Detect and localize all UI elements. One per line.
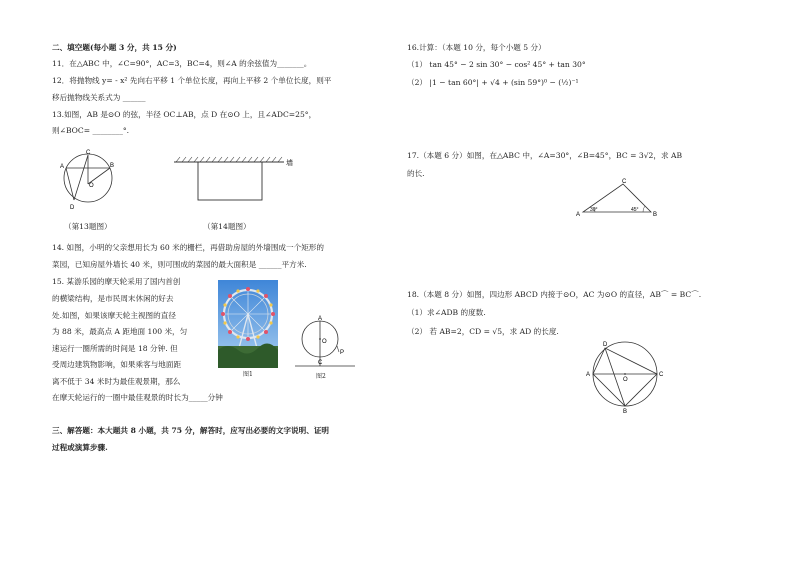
question-15-line: 15. 某游乐园的摩天轮采用了国内首创 bbox=[52, 277, 181, 286]
figure-18-circle bbox=[585, 338, 667, 414]
section3-title-line1: 三、解答题：本大题共 8 小题，共 75 分，解答时，应写出必要的文字说明、证明 bbox=[52, 426, 330, 435]
question-12-line2: 移后抛物线关系式为 ______ bbox=[52, 93, 146, 102]
question-18-part1: （1）求∠ADB 的度数. bbox=[407, 308, 486, 317]
question-16-part2: （2） |1 − tan 60°| + √4 + (sin 59°)⁰ − (½)⁻¹ bbox=[407, 78, 579, 87]
question-16-title: 16.计算：（本题 10 分，每个小题 5 分） bbox=[407, 43, 546, 52]
question-15-line: 离不低于 34 米时为最佳观景期，那么 bbox=[52, 377, 181, 386]
question-15-line: 的横梁结构，是市民周末休闲的好去 bbox=[52, 294, 174, 303]
section3-title-line2: 过程或演算步骤. bbox=[52, 443, 108, 452]
fig13-label-b: B bbox=[110, 163, 115, 169]
fig13-label-a: A bbox=[60, 164, 65, 170]
figure-15-label-1: 图1 bbox=[243, 371, 253, 378]
figure-14-fence bbox=[172, 156, 302, 206]
fig17-label-a: A bbox=[576, 212, 581, 218]
question-14-line1: 14. 如图，小明的父亲想用长为 60 米的栅栏，再借助房屋的外墙围成一个矩形的 bbox=[52, 243, 324, 252]
fig18-label-d: D bbox=[603, 342, 608, 348]
fig13-label-o: O bbox=[89, 183, 94, 189]
question-15-line: 速运行一圈所需的时间是 18 分钟. 但 bbox=[52, 344, 178, 353]
figure-17-triangle bbox=[573, 180, 663, 220]
fig18-label-c: C bbox=[659, 372, 664, 378]
question-15-line: 处.如图，如果该摩天轮主视图的直径 bbox=[52, 311, 176, 320]
fig17-angle-b: 45° bbox=[631, 207, 639, 213]
fig14-wall-label: 墙 bbox=[286, 159, 293, 167]
question-17-line1: 17.（本题 6 分）如图，在△ABC 中，∠A=30°，∠B=45°，BC = 3√2，求 AB bbox=[407, 151, 683, 160]
figure-14-caption: （第14题图） bbox=[203, 222, 251, 231]
question-18-part2: （2） 若 AB=2，CD = √5，求 AD 的长度. bbox=[407, 327, 559, 336]
fig15-label-c: C bbox=[318, 360, 323, 366]
question-15-line: 为 88 米，最高点 A 距地面 100 米，匀 bbox=[52, 327, 188, 336]
question-16-part1: （1） tan 45° − 2 sin 30° − cos² 45° + tan 30° bbox=[407, 60, 586, 69]
question-11: 11．在△ABC 中，∠C=90°，AC=3，BC=4，则∠A 的余弦值为_______。 bbox=[52, 59, 312, 68]
figure-15-label-2: 图2 bbox=[316, 373, 326, 380]
question-18-line1: 18.（本题 8 分）如图，四边形 ABCD 内接于⊙O，AC 为⊙O 的直径，AB⌒ = BC⌒. bbox=[407, 290, 702, 299]
question-13-line1: 13.如图，AB 是⊙O 的弦，半径 OC⊥AB，点 D 在⊙O 上，且∠ADC=25°， bbox=[52, 110, 317, 119]
question-15-line: 受周边建筑物影响，如果乘客与地面距 bbox=[52, 360, 182, 369]
fig18-label-b: B bbox=[623, 409, 628, 415]
question-12-line1: 12．将抛物线 y= - x² 先向右平移 1 个单位长度，再向上平移 2 个单位长度，则平 bbox=[52, 76, 332, 85]
section2-title: 二、填空题(每小题 3 分，共 15 分) bbox=[52, 43, 177, 52]
fig15-label-p: P bbox=[340, 350, 345, 356]
figure-15-diagram bbox=[295, 316, 355, 376]
fig17-angle-a: 30° bbox=[590, 207, 598, 213]
question-15-line: 在摩天轮运行的一圈中最佳观景的时长为_____分钟 bbox=[52, 393, 223, 402]
figure-13-circle bbox=[60, 150, 120, 212]
fig17-label-b: B bbox=[653, 212, 658, 218]
fig15-label-a: A bbox=[318, 316, 323, 322]
fig18-label-o: O bbox=[623, 377, 628, 383]
question-13-line2: 则∠BOC= ________°. bbox=[52, 126, 130, 135]
fig17-label-c: C bbox=[622, 179, 627, 185]
question-14-line2: 菜园，已知房屋外墙长 40 米，则可围成的菜园的最大面积是 ______平方米. bbox=[52, 260, 307, 269]
fig13-label-c: C bbox=[86, 150, 91, 156]
fig13-label-d: D bbox=[70, 205, 75, 211]
ferris-wheel-photo bbox=[218, 280, 278, 368]
figure-13-caption: （第13题图） bbox=[64, 222, 112, 231]
fig15-label-o: O bbox=[322, 339, 327, 345]
question-17-line2: 的长. bbox=[407, 169, 425, 178]
fig18-label-a: A bbox=[586, 372, 591, 378]
